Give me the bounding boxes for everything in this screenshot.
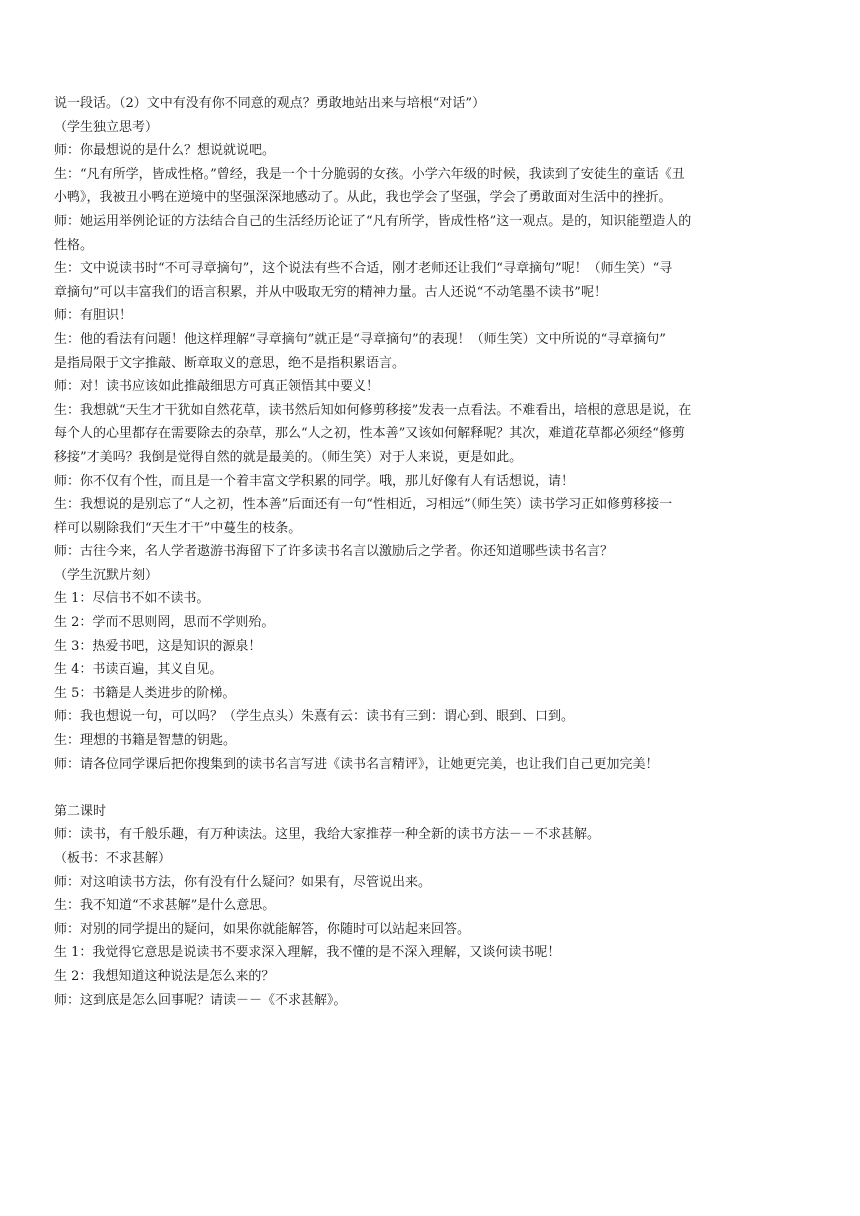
text-line: 生：我不知道“不求甚解”是什么意思。: [54, 898, 276, 914]
text-line: 师：读书，有千般乐趣，有万种读法。这里，我给大家推荐一种全新的读书方法－－不求甚解。: [54, 827, 601, 843]
text-line: 说一段话。（2）文中有没有你不同意的观点？勇敢地站出来与培根“对话”）: [54, 96, 486, 111]
text-line: 生 1：尽信书不如不读书。: [54, 591, 210, 607]
text-line: 师：你最想说的是什么？想说就说吧。: [54, 143, 276, 159]
text-line: 师：这到底是怎么回事呢？请读－－《不求甚解》。: [54, 992, 347, 1008]
section-heading: 第二课时: [54, 803, 107, 819]
text-line: 师：对这咱读书方法，你有没有什么疑问？如果有，尽管说出来。: [54, 874, 432, 890]
text-line: 生 2：学而不思则罔，思而不学则殆。: [54, 615, 275, 631]
text-line: 每个人的心里都存在需要除去的杂草，那么“人之初，性本善”又该如何解释呢？其次，难道花草都必须经“修剪: [54, 426, 685, 442]
text-line: 师：我也想说一句，可以吗？（学生点头）朱熹有云：读书有三到：谓心到、眼到、口到。: [54, 709, 575, 725]
text-line: （板书：不求甚解）: [54, 851, 172, 866]
text-line: 生 5：书籍是人类进步的阶梯。: [54, 685, 236, 701]
text-line: 生：他的看法有问题！他这样理解“寻章摘句”就正是“寻章摘句”的表现！（师生笑）文中所说的“寻章摘句”: [54, 331, 666, 347]
text-line: 性格。: [54, 237, 94, 253]
text-line: 小鸭》，我被丑小鸭在逆境中的坚强深深地感动了。从此，我也学会了坚强，学会了勇敢面对生活中的挫折。: [54, 190, 672, 206]
text-line: 师：她运用举例论证的方法结合自己的生活经历论证了“凡有所学，皆成性格”这一观点。是的，知识能塑造人的: [54, 213, 692, 229]
text-line: 师：你不仅有个性，而且是一个着丰富文学积累的同学。哦，那儿好像有人有话想说，请！: [54, 473, 575, 489]
text-line: （学生沉默片刻）: [54, 567, 159, 583]
text-line: 生：“凡有所学，皆成性格。”曾经，我是一个十分脆弱的女孩。小学六年级的时候，我读到了安徒生的童话《丑: [54, 166, 685, 182]
text-line: 是指局限于文字推敲、断章取义的意思，绝不是指积累语言。: [54, 355, 406, 371]
text-line: 生：我想就“天生才干犹如自然花草，读书然后知如何修剪移接”发表一点看法。不难看出，培根的意思是说，在: [54, 402, 692, 418]
text-line: 移接”才美吗？我倒是觉得自然的就是最美的。（师生笑）对于人来说，更是如此。: [54, 449, 523, 465]
text-line: 生 1：我觉得它意思是说读书不要求深入理解，我不懂的是不深入理解，又谈何读书呢！: [54, 945, 561, 961]
text-line: 生：文中说读书时“不可寻章摘句”，这个说法有些不合适，刚才老师还让我们“寻章摘句”呢！（师生笑）“寻: [54, 261, 673, 277]
text-line: 样可以剔除我们“天生才干”中蔓生的枝条。: [54, 520, 302, 536]
text-line: 师：请各位同学课后把你搜集到的读书名言写进《读书名言精评》，让她更完美，也让我们自己更加完美！: [54, 756, 659, 772]
text-line: 章摘句”可以丰富我们的语言积累，并从中吸取无穷的精神力量。古人还说“不动笔墨不读书”呢！: [54, 284, 607, 300]
blank-line: [54, 776, 814, 800]
text-line: 师：对别的同学提出的疑问，如果你就能解答，你随时可以站起来回答。: [54, 921, 471, 937]
text-line: 生 4：书读百遍，其义自见。: [54, 662, 223, 678]
text-line: （学生独立思考）: [54, 119, 159, 135]
text-line: 师：对！读书应该如此推敲细思方可真正领悟其中要义！: [54, 379, 380, 395]
text-line: 师：古往今来，名人学者遨游书海留下了许多读书名言以激励后之学者。你还知道哪些读书名言？: [54, 544, 614, 560]
text-line: 生：我想说的是别忘了“人之初，性本善”后面还有一句“性相近，习相远”（师生笑）读书学习正如修剪移接一: [54, 497, 673, 513]
text-line: 生 3：热爱书吧，这是知识的源泉！: [54, 638, 262, 654]
document-body: [54, 92, 814, 1012]
text-line: 生 2：我想知道这种说法是怎么来的？: [54, 968, 275, 984]
text-line: 师：有胆识！: [54, 308, 133, 324]
text-line: 生：理想的书籍是智慧的钥匙。: [54, 733, 237, 749]
